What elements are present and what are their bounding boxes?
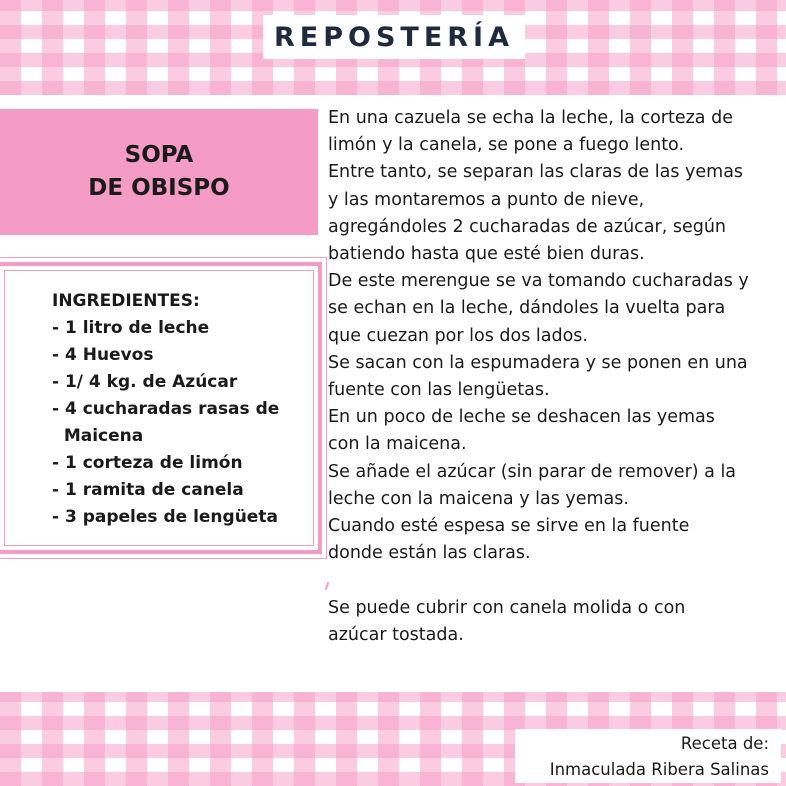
ingredients-heading: INGREDIENTES: [52, 291, 200, 311]
credit-author: Inmaculada Ribera Salinas [549, 760, 769, 779]
credit-label: Receta de: [680, 734, 769, 753]
ingredient-item: - 4 cucharadas rasas de [52, 399, 280, 419]
method-line: azúcar tostada. [328, 624, 464, 645]
method-line: limón y la canela, se pone a fuego lento. [328, 135, 685, 156]
method-line: donde están las claras. [328, 543, 531, 564]
method-line: Entre tanto, se separan las claras de las yemas [328, 162, 744, 183]
ingredient-item: - 1/ 4 kg. de Azúcar [52, 372, 238, 392]
recipe-title [88, 139, 229, 205]
ingredients-list [52, 288, 314, 531]
method-text [328, 105, 784, 649]
recipe-credit [550, 731, 769, 783]
method-line: leche con la maicena y las yemas. [328, 488, 629, 509]
method-line: Cuando esté espesa se sirve en la fuente [328, 516, 690, 537]
header-title-box [263, 15, 525, 59]
method-line: fuente con las lengüetas. [328, 380, 550, 401]
method-line: En una cazuela se echa la leche, la corteza de [328, 108, 733, 128]
ingredient-item: - 1 ramita de canela [52, 480, 244, 500]
ingredient-item: - 1 corteza de limón [52, 453, 243, 473]
method-line: De este merengue se va tomando cucharadas y [328, 271, 749, 292]
method-line: que cuezan por los dos lados. [328, 325, 588, 346]
method-line: agregándoles 2 cucharadas de azúcar, según [328, 216, 727, 237]
recipe-title-line: SOPA [124, 142, 194, 168]
method-line: y las montaremos a punto de nieve, [328, 189, 645, 210]
method-line: Se sacan con la espumadera y se ponen en una [328, 352, 748, 373]
ingredient-item: - 1 litro de leche [52, 318, 210, 338]
page-title: REPOSTERÍA [273, 21, 514, 53]
method-line: En un poco de leche se deshacen las yemas [328, 407, 715, 428]
method-line: Se añade el azúcar (sin parar de remover) a la [328, 461, 737, 482]
method-line: Se puede cubrir con canela molida o con [328, 597, 686, 618]
ingredient-item: - 4 Huevos [52, 345, 154, 365]
method-line: se echan en la leche, dándoles la vuelta para [328, 298, 726, 319]
method-line: con la maicena. [328, 434, 467, 455]
recipe-title-box [0, 109, 318, 235]
ingredient-item: Maicena [52, 426, 144, 446]
method-blank-line [328, 567, 784, 594]
recipe-title-line: DE OBISPO [88, 175, 230, 201]
ingredient-item: - 3 papeles de lengüeta [52, 507, 278, 527]
method-line: batiendo hasta que esté bien duras. [328, 244, 645, 265]
